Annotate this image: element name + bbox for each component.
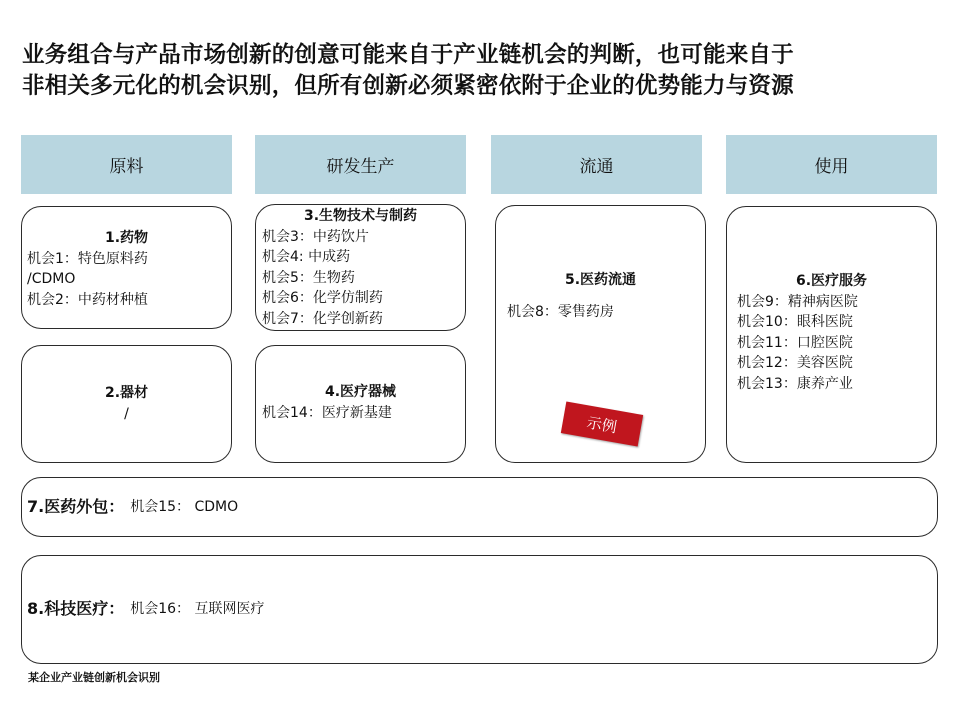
box-techmed-text: 机会16： 互联网医疗 [130,601,265,618]
box-drugs [21,206,232,329]
box-services-line: 机会10：眼科医院 [737,314,853,330]
box-outsourcing-text: 机会15： CDMO [130,498,239,515]
box-equipment-line: / [124,405,129,422]
box-equipment-heading: 2.器材 [104,385,149,401]
stage-header-usage: 使用 [726,135,937,194]
example-badge: 示例 [561,401,643,446]
footnote: 某企业产业链创新机会识别 [28,671,160,684]
box-outsourcing-heading: 7.医药外包： [27,496,125,516]
box-biotech-heading: 3.生物技术与制药 [303,208,418,224]
page-title [22,40,942,102]
box-services-heading: 6.医疗服务 [795,273,868,289]
box-drugs-line: 机会1：特色原料药 [27,250,148,267]
box-medical-devices [255,345,466,463]
box-drugs-heading: 1.药物 [104,230,149,246]
box-medical-services [726,206,937,463]
box-biotech-line: 机会7：化学创新药 [262,310,383,327]
stage-header-raw-materials: 原料 [21,135,232,194]
box-devices-line: 机会14：医疗新基建 [262,404,392,421]
box-drugs-line: /CDMO [27,271,76,287]
box-drugs-line: 机会2：中药材种植 [27,291,148,308]
box-biotech-line: 机会5：生物药 [262,269,355,286]
box-services-line: 机会13：康养产业 [737,375,853,392]
box-services-line: 机会9：精神病医院 [737,293,858,310]
box-techmed-heading: 8.科技医疗： [27,599,125,619]
title-line-2: 非相关多元化的机会识别，但所有创新必须紧密依附于企业的优势能力与资源 [22,73,794,99]
box-services-line: 机会12：美容医院 [737,355,853,371]
box-pharma-outsourcing [21,477,938,537]
box-tech-medical [21,555,938,664]
box-services-line: 机会11：口腔医院 [737,334,853,351]
title-line-1: 业务组合与产品市场创新的创意可能来自于产业链机会的判断，也可能来自于 [22,42,794,68]
box-equipment [21,345,232,463]
box-biotech-line: 机会6：化学仿制药 [262,290,383,306]
stage-header-distribution: 流通 [491,135,702,194]
box-biotech-line: 机会3：中药饮片 [262,228,369,245]
box-biotech-pharma [255,204,466,331]
box-distribution-heading: 5.医药流通 [564,272,637,288]
box-devices-heading: 4.医疗器械 [324,384,397,400]
box-biotech-line: 机会4: 中成药 [262,249,351,265]
box-distribution-line: 机会8：零售药房 [507,303,614,320]
stage-header-rd-production: 研发生产 [255,135,466,194]
